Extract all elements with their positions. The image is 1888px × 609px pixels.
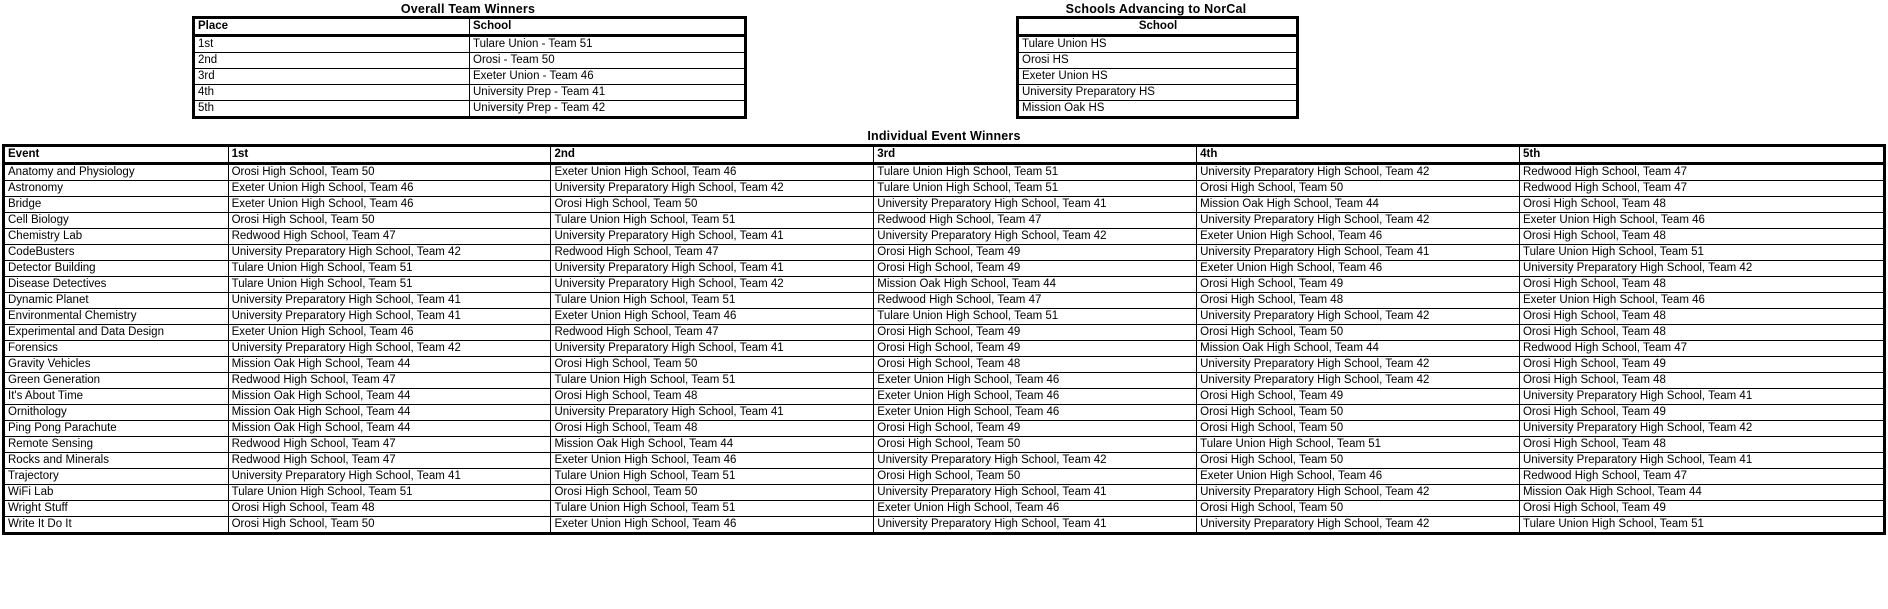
individual-cell-r15-c1: Mission Oak High School, Team 44 [228, 405, 551, 421]
overall-column-header-0: Place [194, 18, 470, 36]
table-row [4, 357, 1885, 373]
individual-cell-r7-c0: Disease Detectives [4, 277, 229, 293]
individual-cell-r4-c4: Exeter Union High School, Team 46 [1197, 229, 1520, 245]
table-row [1018, 69, 1298, 85]
table-row [4, 229, 1885, 245]
individual-cell-r9-c0: Environmental Chemistry [4, 309, 229, 325]
individual-cell-r11-c1: University Preparatory High School, Team 42 [228, 341, 551, 357]
individual-cell-r15-c4: Orosi High School, Team 50 [1197, 405, 1520, 421]
overall-team-winners-caption: Overall Team Winners [400, 2, 536, 16]
table-row [4, 164, 1885, 181]
individual-cell-r21-c5: Orosi High School, Team 49 [1519, 501, 1884, 517]
individual-cell-r15-c0: Ornithology [4, 405, 229, 421]
individual-cell-r14-c1: Mission Oak High School, Team 44 [228, 389, 551, 405]
individual-cell-r10-c2: Redwood High School, Team 47 [551, 325, 874, 341]
advancing-cell-r2-c0: Exeter Union HS [1018, 69, 1298, 85]
individual-cell-r10-c1: Exeter Union High School, Team 46 [228, 325, 551, 341]
table-row [4, 501, 1885, 517]
individual-cell-r0-c4: University Preparatory High School, Team 42 [1197, 164, 1520, 181]
table-row [4, 277, 1885, 293]
individual-cell-r7-c5: Orosi High School, Team 48 [1519, 277, 1884, 293]
table-row [4, 373, 1885, 389]
individual-cell-r2-c1: Exeter Union High School, Team 46 [228, 197, 551, 213]
individual-cell-r21-c0: Wright Stuff [4, 501, 229, 517]
individual-cell-r3-c1: Orosi High School, Team 50 [228, 213, 551, 229]
individual-cell-r18-c0: Rocks and Minerals [4, 453, 229, 469]
individual-cell-r4-c2: University Preparatory High School, Team 41 [551, 229, 874, 245]
table-row [194, 85, 746, 101]
individual-cell-r10-c0: Experimental and Data Design [4, 325, 229, 341]
overall-cell-r1-c1: Orosi - Team 50 [470, 53, 746, 69]
individual-cell-r14-c5: University Preparatory High School, Team 41 [1519, 389, 1884, 405]
individual-cell-r11-c3: Orosi High School, Team 49 [874, 341, 1197, 357]
individual-cell-r4-c5: Orosi High School, Team 48 [1519, 229, 1884, 245]
individual-cell-r19-c1: University Preparatory High School, Team 41 [228, 469, 551, 485]
individual-cell-r16-c4: Orosi High School, Team 50 [1197, 421, 1520, 437]
individual-cell-r10-c4: Orosi High School, Team 50 [1197, 325, 1520, 341]
individual-cell-r22-c4: University Preparatory High School, Team 42 [1197, 517, 1520, 534]
table-row [1018, 101, 1298, 118]
individual-cell-r9-c1: University Preparatory High School, Team 41 [228, 309, 551, 325]
table-row [4, 421, 1885, 437]
individual-cell-r2-c4: Mission Oak High School, Team 44 [1197, 197, 1520, 213]
table-row [4, 309, 1885, 325]
individual-cell-r5-c0: CodeBusters [4, 245, 229, 261]
individual-cell-r7-c3: Mission Oak High School, Team 44 [874, 277, 1197, 293]
individual-cell-r5-c2: Redwood High School, Team 47 [551, 245, 874, 261]
individual-cell-r9-c3: Tulare Union High School, Team 51 [874, 309, 1197, 325]
individual-cell-r6-c4: Exeter Union High School, Team 46 [1197, 261, 1520, 277]
individual-cell-r16-c2: Orosi High School, Team 48 [551, 421, 874, 437]
individual-column-header-4: 4th [1197, 146, 1520, 164]
individual-cell-r13-c0: Green Generation [4, 373, 229, 389]
table-row [194, 69, 746, 85]
table-row [194, 36, 746, 53]
individual-cell-r17-c1: Redwood High School, Team 47 [228, 437, 551, 453]
individual-cell-r2-c2: Orosi High School, Team 50 [551, 197, 874, 213]
individual-cell-r12-c2: Orosi High School, Team 50 [551, 357, 874, 373]
table-row [4, 293, 1885, 309]
advancing-table-header [1018, 18, 1298, 36]
individual-cell-r22-c2: Exeter Union High School, Team 46 [551, 517, 874, 534]
individual-cell-r11-c2: University Preparatory High School, Team 41 [551, 341, 874, 357]
individual-cell-r17-c3: Orosi High School, Team 50 [874, 437, 1197, 453]
individual-cell-r8-c2: Tulare Union High School, Team 51 [551, 293, 874, 309]
individual-cell-r1-c3: Tulare Union High School, Team 51 [874, 181, 1197, 197]
individual-cell-r21-c4: Orosi High School, Team 50 [1197, 501, 1520, 517]
individual-cell-r6-c1: Tulare Union High School, Team 51 [228, 261, 551, 277]
table-row [4, 341, 1885, 357]
individual-cell-r16-c1: Mission Oak High School, Team 44 [228, 421, 551, 437]
individual-cell-r11-c5: Redwood High School, Team 47 [1519, 341, 1884, 357]
advancing-column-header-0: School [1018, 18, 1298, 36]
table-row [4, 197, 1885, 213]
individual-cell-r3-c4: University Preparatory High School, Team 42 [1197, 213, 1520, 229]
individual-cell-r12-c3: Orosi High School, Team 48 [874, 357, 1197, 373]
individual-cell-r5-c5: Tulare Union High School, Team 51 [1519, 245, 1884, 261]
individual-cell-r15-c3: Exeter Union High School, Team 46 [874, 405, 1197, 421]
overall-cell-r2-c1: Exeter Union - Team 46 [470, 69, 746, 85]
individual-cell-r8-c4: Orosi High School, Team 48 [1197, 293, 1520, 309]
individual-cell-r19-c4: Exeter Union High School, Team 46 [1197, 469, 1520, 485]
table-header-row [194, 18, 746, 36]
individual-cell-r17-c4: Tulare Union High School, Team 51 [1197, 437, 1520, 453]
individual-cell-r21-c1: Orosi High School, Team 48 [228, 501, 551, 517]
individual-cell-r21-c2: Tulare Union High School, Team 51 [551, 501, 874, 517]
individual-cell-r4-c1: Redwood High School, Team 47 [228, 229, 551, 245]
individual-cell-r22-c1: Orosi High School, Team 50 [228, 517, 551, 534]
individual-cell-r2-c0: Bridge [4, 197, 229, 213]
table-row [4, 469, 1885, 485]
advancing-table-body [1018, 36, 1298, 118]
individual-cell-r19-c5: Redwood High School, Team 47 [1519, 469, 1884, 485]
individual-cell-r5-c3: Orosi High School, Team 49 [874, 245, 1197, 261]
individual-cell-r21-c3: Exeter Union High School, Team 46 [874, 501, 1197, 517]
individual-cell-r4-c3: University Preparatory High School, Team 42 [874, 229, 1197, 245]
overall-table-header [194, 18, 746, 36]
individual-cell-r13-c3: Exeter Union High School, Team 46 [874, 373, 1197, 389]
individual-table-header [4, 146, 1885, 164]
individual-cell-r18-c3: University Preparatory High School, Team 42 [874, 453, 1197, 469]
individual-cell-r1-c4: Orosi High School, Team 50 [1197, 181, 1520, 197]
individual-cell-r13-c2: Tulare Union High School, Team 51 [551, 373, 874, 389]
schools-advancing-caption: Schools Advancing to NorCal [1065, 2, 1247, 16]
individual-cell-r13-c5: Orosi High School, Team 48 [1519, 373, 1884, 389]
individual-cell-r5-c4: University Preparatory High School, Team 41 [1197, 245, 1520, 261]
table-header-row [4, 146, 1885, 164]
individual-cell-r19-c2: Tulare Union High School, Team 51 [551, 469, 874, 485]
individual-cell-r17-c0: Remote Sensing [4, 437, 229, 453]
overall-cell-r2-c0: 3rd [194, 69, 470, 85]
table-row [4, 325, 1885, 341]
individual-cell-r22-c5: Tulare Union High School, Team 51 [1519, 517, 1884, 534]
overall-team-winners-table [192, 16, 747, 119]
individual-cell-r0-c3: Tulare Union High School, Team 51 [874, 164, 1197, 181]
individual-cell-r13-c1: Redwood High School, Team 47 [228, 373, 551, 389]
advancing-cell-r0-c0: Tulare Union HS [1018, 36, 1298, 53]
table-row [4, 485, 1885, 501]
individual-table-body [4, 164, 1885, 534]
individual-cell-r20-c4: University Preparatory High School, Team 42 [1197, 485, 1520, 501]
individual-cell-r3-c3: Redwood High School, Team 47 [874, 213, 1197, 229]
individual-cell-r8-c1: University Preparatory High School, Team 41 [228, 293, 551, 309]
individual-cell-r8-c0: Dynamic Planet [4, 293, 229, 309]
individual-cell-r0-c0: Anatomy and Physiology [4, 164, 229, 181]
overall-cell-r3-c0: 4th [194, 85, 470, 101]
individual-cell-r16-c0: Ping Pong Parachute [4, 421, 229, 437]
overall-column-header-1: School [470, 18, 746, 36]
individual-event-winners-table [2, 144, 1886, 535]
individual-cell-r13-c4: University Preparatory High School, Team 42 [1197, 373, 1520, 389]
individual-cell-r17-c2: Mission Oak High School, Team 44 [551, 437, 874, 453]
table-row [194, 101, 746, 118]
table-row [4, 261, 1885, 277]
individual-cell-r15-c5: Orosi High School, Team 49 [1519, 405, 1884, 421]
overall-cell-r4-c0: 5th [194, 101, 470, 118]
table-row [4, 437, 1885, 453]
individual-cell-r11-c0: Forensics [4, 341, 229, 357]
individual-cell-r18-c5: University Preparatory High School, Team 41 [1519, 453, 1884, 469]
individual-cell-r7-c2: University Preparatory High School, Team 42 [551, 277, 874, 293]
individual-cell-r8-c5: Exeter Union High School, Team 46 [1519, 293, 1884, 309]
individual-cell-r12-c4: University Preparatory High School, Team 42 [1197, 357, 1520, 373]
individual-cell-r20-c0: WiFi Lab [4, 485, 229, 501]
individual-cell-r2-c5: Orosi High School, Team 48 [1519, 197, 1884, 213]
schools-advancing-section [1016, 2, 1296, 119]
table-row [4, 453, 1885, 469]
individual-cell-r17-c5: Orosi High School, Team 48 [1519, 437, 1884, 453]
individual-cell-r11-c4: Mission Oak High School, Team 44 [1197, 341, 1520, 357]
advancing-cell-r1-c0: Orosi HS [1018, 53, 1298, 69]
individual-cell-r14-c0: It's About Time [4, 389, 229, 405]
individual-cell-r18-c1: Redwood High School, Team 47 [228, 453, 551, 469]
individual-cell-r1-c1: Exeter Union High School, Team 46 [228, 181, 551, 197]
individual-cell-r20-c5: Mission Oak High School, Team 44 [1519, 485, 1884, 501]
individual-cell-r9-c4: University Preparatory High School, Team 42 [1197, 309, 1520, 325]
table-row [1018, 85, 1298, 101]
individual-event-winners-caption: Individual Event Winners [867, 129, 1021, 143]
table-row [4, 405, 1885, 421]
individual-cell-r16-c3: Orosi High School, Team 49 [874, 421, 1197, 437]
individual-cell-r12-c1: Mission Oak High School, Team 44 [228, 357, 551, 373]
individual-cell-r1-c0: Astronomy [4, 181, 229, 197]
advancing-cell-r3-c0: University Preparatory HS [1018, 85, 1298, 101]
individual-cell-r6-c3: Orosi High School, Team 49 [874, 261, 1197, 277]
individual-cell-r15-c2: University Preparatory High School, Team 41 [551, 405, 874, 421]
individual-cell-r18-c4: Orosi High School, Team 50 [1197, 453, 1520, 469]
overall-cell-r1-c0: 2nd [194, 53, 470, 69]
overall-team-winners-section [192, 2, 744, 119]
individual-column-header-0: Event [4, 146, 229, 164]
table-row [194, 53, 746, 69]
individual-column-header-3: 3rd [874, 146, 1197, 164]
individual-cell-r18-c2: Exeter Union High School, Team 46 [551, 453, 874, 469]
individual-cell-r4-c0: Chemistry Lab [4, 229, 229, 245]
individual-cell-r19-c3: Orosi High School, Team 50 [874, 469, 1197, 485]
individual-cell-r14-c3: Exeter Union High School, Team 46 [874, 389, 1197, 405]
individual-cell-r12-c5: Orosi High School, Team 49 [1519, 357, 1884, 373]
individual-cell-r3-c0: Cell Biology [4, 213, 229, 229]
individual-cell-r16-c5: University Preparatory High School, Team 42 [1519, 421, 1884, 437]
individual-cell-r6-c0: Detector Building [4, 261, 229, 277]
individual-column-header-2: 2nd [551, 146, 874, 164]
table-header-row [1018, 18, 1298, 36]
individual-cell-r1-c2: University Preparatory High School, Team 42 [551, 181, 874, 197]
individual-cell-r5-c1: University Preparatory High School, Team 42 [228, 245, 551, 261]
individual-cell-r8-c3: Redwood High School, Team 47 [874, 293, 1197, 309]
individual-cell-r14-c4: Orosi High School, Team 49 [1197, 389, 1520, 405]
table-row [4, 181, 1885, 197]
individual-cell-r7-c4: Orosi High School, Team 49 [1197, 277, 1520, 293]
individual-cell-r6-c2: University Preparatory High School, Team 41 [551, 261, 874, 277]
overall-cell-r4-c1: University Prep - Team 42 [470, 101, 746, 118]
advancing-cell-r4-c0: Mission Oak HS [1018, 101, 1298, 118]
individual-cell-r9-c2: Exeter Union High School, Team 46 [551, 309, 874, 325]
individual-cell-r7-c1: Tulare Union High School, Team 51 [228, 277, 551, 293]
individual-event-winners-section [2, 144, 1886, 535]
individual-cell-r14-c2: Orosi High School, Team 48 [551, 389, 874, 405]
individual-cell-r6-c5: University Preparatory High School, Team 42 [1519, 261, 1884, 277]
individual-cell-r22-c3: University Preparatory High School, Team 41 [874, 517, 1197, 534]
overall-cell-r0-c0: 1st [194, 36, 470, 53]
individual-cell-r0-c1: Orosi High School, Team 50 [228, 164, 551, 181]
individual-cell-r20-c1: Tulare Union High School, Team 51 [228, 485, 551, 501]
overall-cell-r0-c1: Tulare Union - Team 51 [470, 36, 746, 53]
individual-cell-r10-c5: Orosi High School, Team 48 [1519, 325, 1884, 341]
table-row [4, 517, 1885, 534]
table-row [4, 213, 1885, 229]
schools-advancing-table [1016, 16, 1299, 119]
individual-cell-r0-c5: Redwood High School, Team 47 [1519, 164, 1884, 181]
individual-cell-r9-c5: Orosi High School, Team 48 [1519, 309, 1884, 325]
individual-cell-r20-c3: University Preparatory High School, Team 41 [874, 485, 1197, 501]
individual-cell-r3-c5: Exeter Union High School, Team 46 [1519, 213, 1884, 229]
individual-cell-r19-c0: Trajectory [4, 469, 229, 485]
overall-table-body [194, 36, 746, 118]
individual-cell-r3-c2: Tulare Union High School, Team 51 [551, 213, 874, 229]
individual-cell-r20-c2: Orosi High School, Team 50 [551, 485, 874, 501]
individual-cell-r10-c3: Orosi High School, Team 49 [874, 325, 1197, 341]
individual-cell-r1-c5: Redwood High School, Team 47 [1519, 181, 1884, 197]
individual-cell-r0-c2: Exeter Union High School, Team 46 [551, 164, 874, 181]
individual-cell-r2-c3: University Preparatory High School, Team 41 [874, 197, 1197, 213]
overall-cell-r3-c1: University Prep - Team 41 [470, 85, 746, 101]
table-row [4, 245, 1885, 261]
table-row [1018, 36, 1298, 53]
table-row [1018, 53, 1298, 69]
individual-column-header-1: 1st [228, 146, 551, 164]
individual-column-header-5: 5th [1519, 146, 1884, 164]
individual-cell-r22-c0: Write It Do It [4, 517, 229, 534]
individual-cell-r12-c0: Gravity Vehicles [4, 357, 229, 373]
table-row [4, 389, 1885, 405]
